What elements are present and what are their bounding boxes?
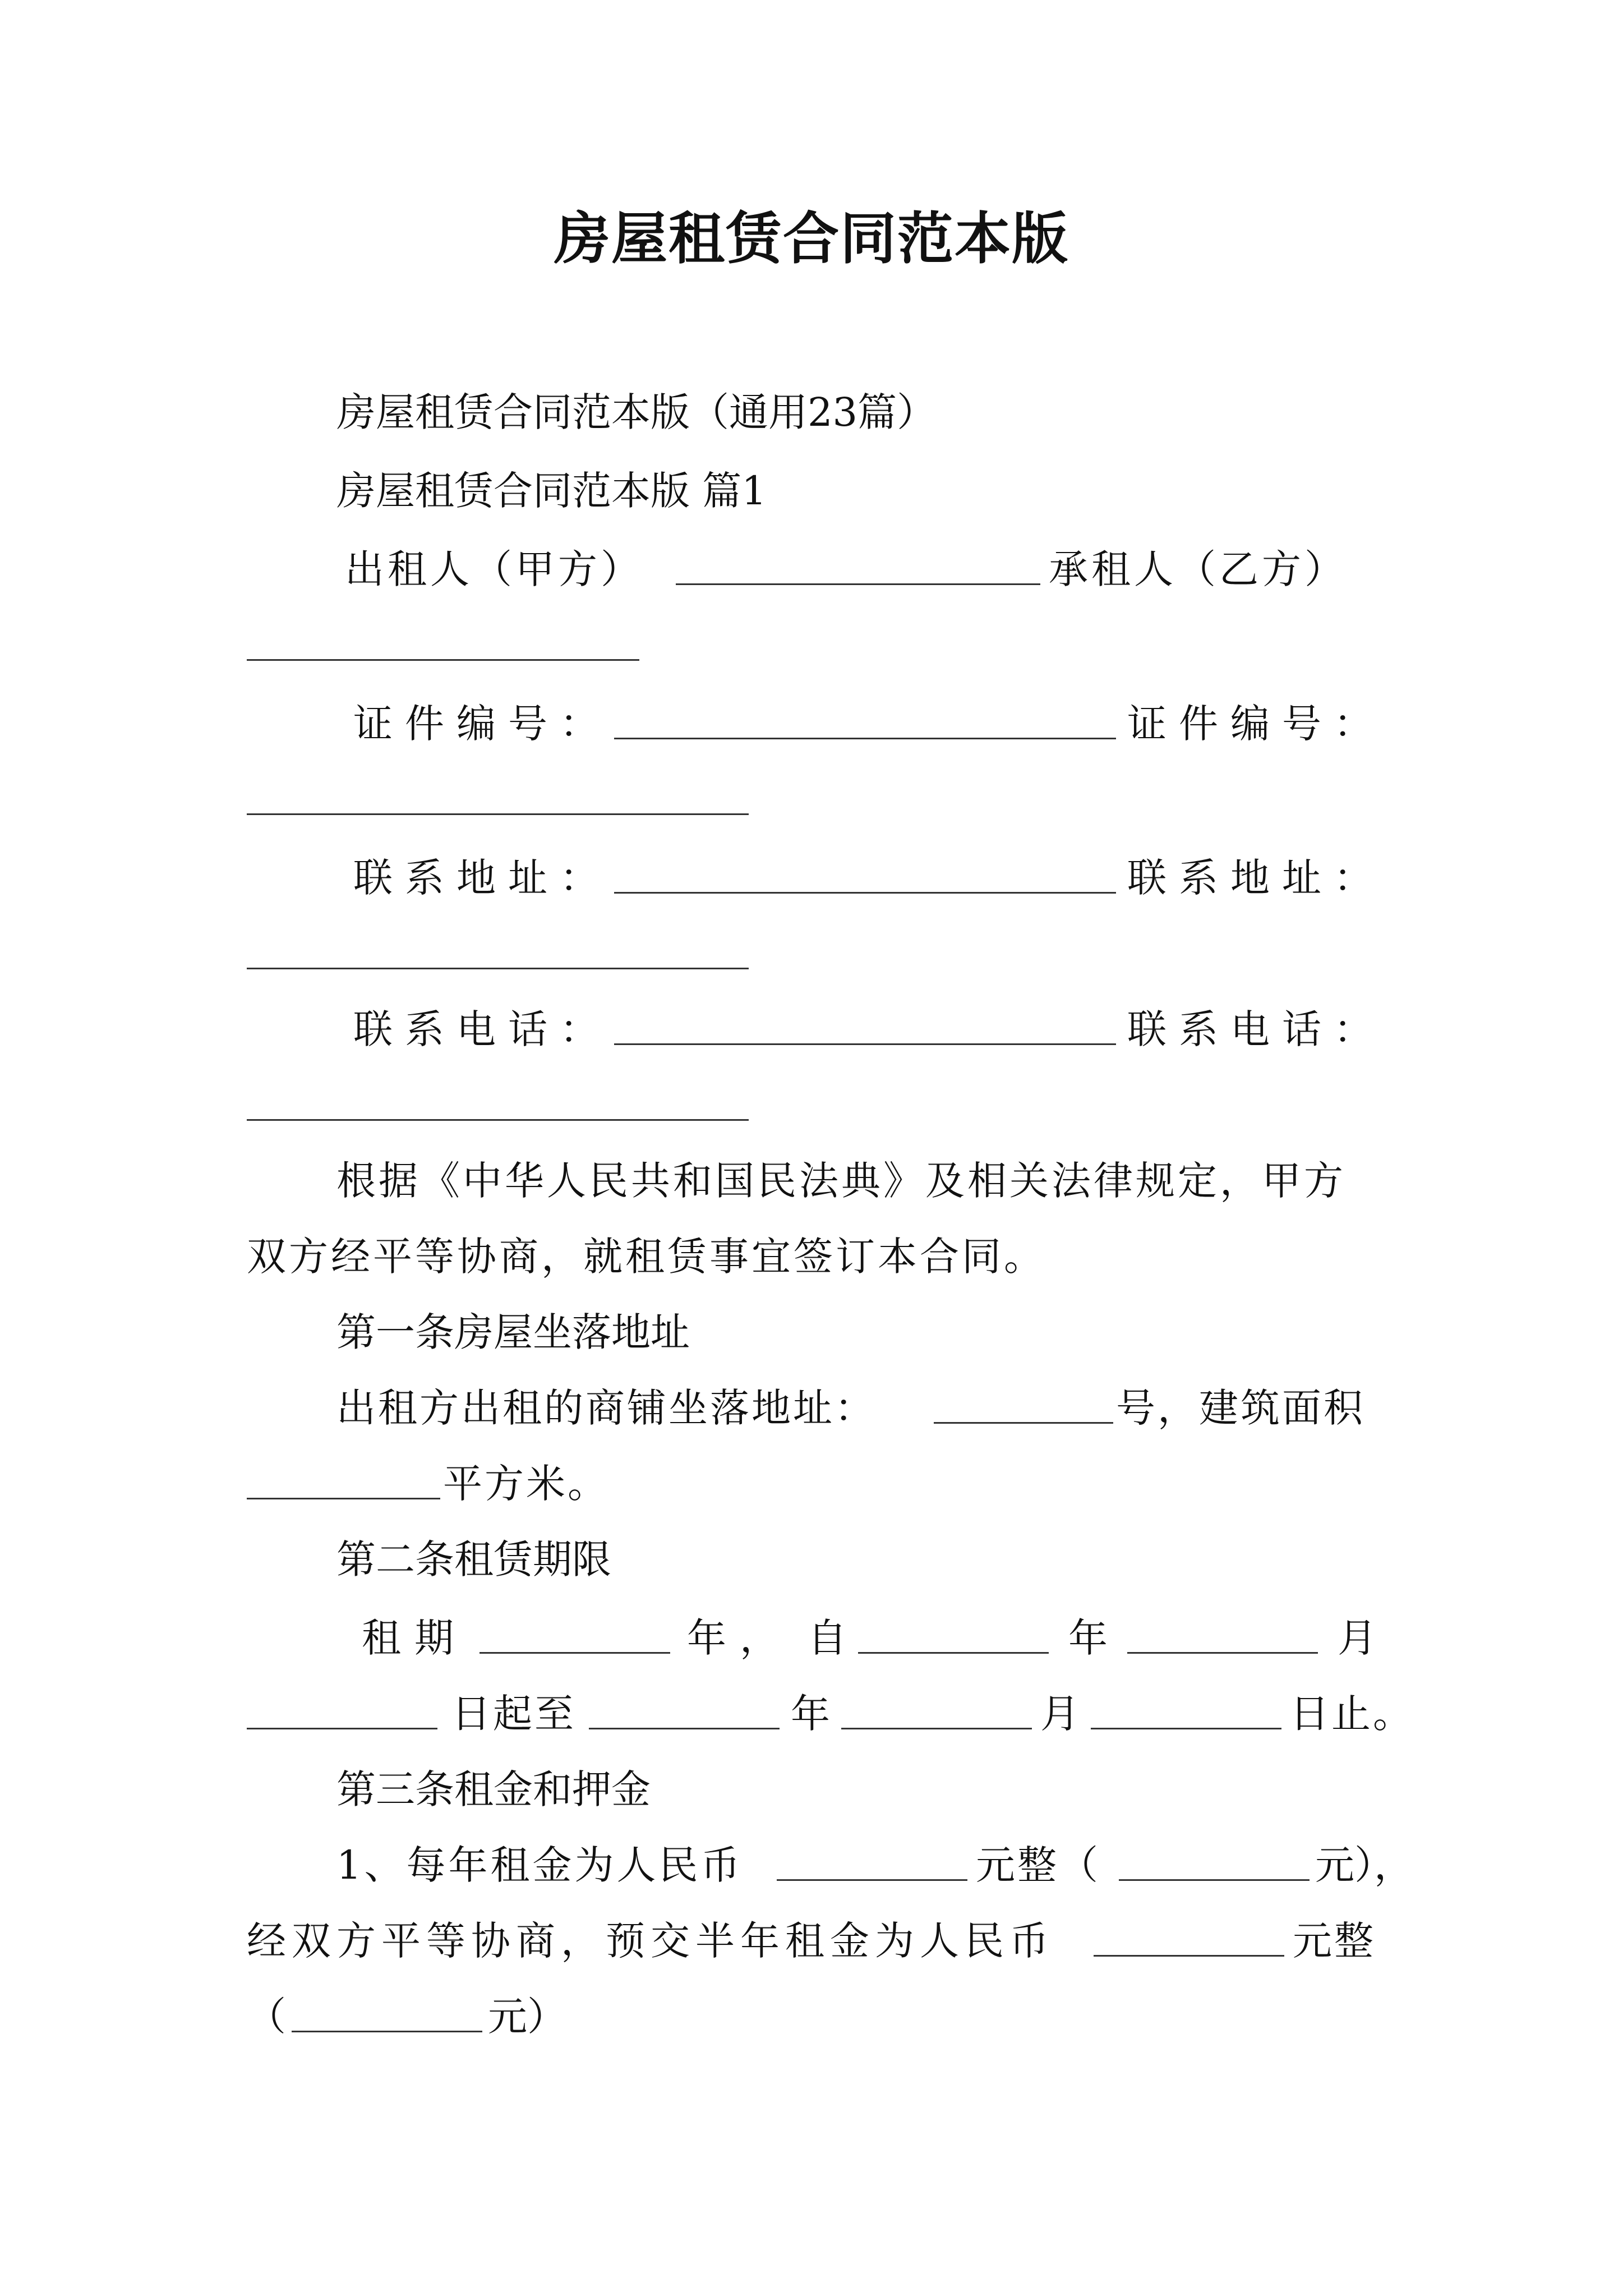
to-month-blank — [841, 1728, 1032, 1729]
lessee-id-blank — [247, 813, 749, 815]
lessor-phone-label: 联系电话： — [353, 1006, 611, 1052]
rent-line-2b: 元整 — [1293, 1918, 1376, 1964]
lessee-id-label: 证件编号： — [1127, 701, 1385, 747]
article-1-text-1: 出租方出租的商铺坐落地址： — [336, 1385, 876, 1431]
area-blank — [247, 1498, 440, 1499]
half-year-rent-digits-blank — [292, 2031, 482, 2032]
section-heading: 房屋租赁合同范本版 篇1 — [336, 468, 767, 514]
rent-line-2a: 经双方平等协商，预交半年租金为人民币 — [247, 1918, 1054, 1964]
rent-line-3b: 元） — [488, 1994, 566, 2040]
term-label: 租期 — [362, 1615, 467, 1661]
article-3-title: 第三条租金和押金 — [336, 1766, 651, 1812]
document-title: 房屋租赁合同范本版 — [554, 205, 1069, 272]
lessor-address-blank — [614, 892, 1116, 894]
to-year-blank — [589, 1728, 780, 1729]
article-1-text-2: 号，建筑面积 — [1116, 1385, 1365, 1431]
article-1-text-3: 平方米。 — [443, 1461, 609, 1507]
from-day-blank — [247, 1728, 437, 1729]
from-label: 自 — [808, 1615, 847, 1661]
lessee-label: 承租人（乙方） — [1049, 546, 1347, 592]
lessor-id-blank — [614, 738, 1116, 739]
lessor-id-label: 证件编号： — [353, 701, 611, 747]
lessee-phone-blank — [247, 1119, 749, 1121]
to-year-label: 年 — [791, 1691, 830, 1737]
lessor-phone-blank — [614, 1043, 1116, 1045]
intro-line-1: 根据《中华人民共和国民法典》及相关法律规定，甲方 — [336, 1158, 1346, 1204]
rent-line-1a: 1、每年租金为人民币 — [336, 1842, 743, 1888]
term-year-label: 年， — [687, 1615, 792, 1661]
from-month-label: 月 — [1338, 1615, 1377, 1661]
lessor-blank — [676, 583, 1040, 585]
lessor-label: 出租人（甲方） — [345, 546, 643, 592]
lessee-address-label: 联系地址： — [1127, 855, 1385, 901]
to-month-label: 月 — [1040, 1691, 1080, 1737]
address-number-blank — [934, 1422, 1113, 1424]
from-year-label: 年 — [1068, 1615, 1108, 1661]
article-1-title: 第一条房屋坐落地址 — [336, 1309, 690, 1355]
lessor-address-label: 联系地址： — [353, 855, 611, 901]
day-from-label: 日起至 — [451, 1691, 576, 1737]
annual-rent-digits-blank — [1119, 1879, 1310, 1881]
day-end-label: 日止。 — [1290, 1691, 1414, 1737]
to-day-blank — [1091, 1728, 1281, 1729]
from-year-blank — [858, 1652, 1049, 1654]
lessee-blank — [247, 659, 639, 661]
rent-line-3a: （ — [247, 1994, 286, 2040]
lessee-phone-label: 联系电话： — [1127, 1006, 1385, 1052]
annual-rent-words-blank — [777, 1879, 967, 1881]
rent-line-1b: 元整（ — [976, 1842, 1100, 1888]
intro-line-2: 双方经平等协商，就租赁事宜签订本合同。 — [247, 1234, 1046, 1280]
document-subtitle: 房屋租赁合同范本版（通用23篇） — [336, 389, 937, 435]
term-years-blank — [479, 1652, 670, 1654]
article-2-title: 第二条租赁期限 — [336, 1536, 611, 1582]
from-month-blank — [1127, 1652, 1318, 1654]
half-year-rent-words-blank — [1094, 1955, 1284, 1957]
rent-line-1c: 元）， — [1315, 1842, 1413, 1888]
lessee-address-blank — [247, 968, 749, 969]
